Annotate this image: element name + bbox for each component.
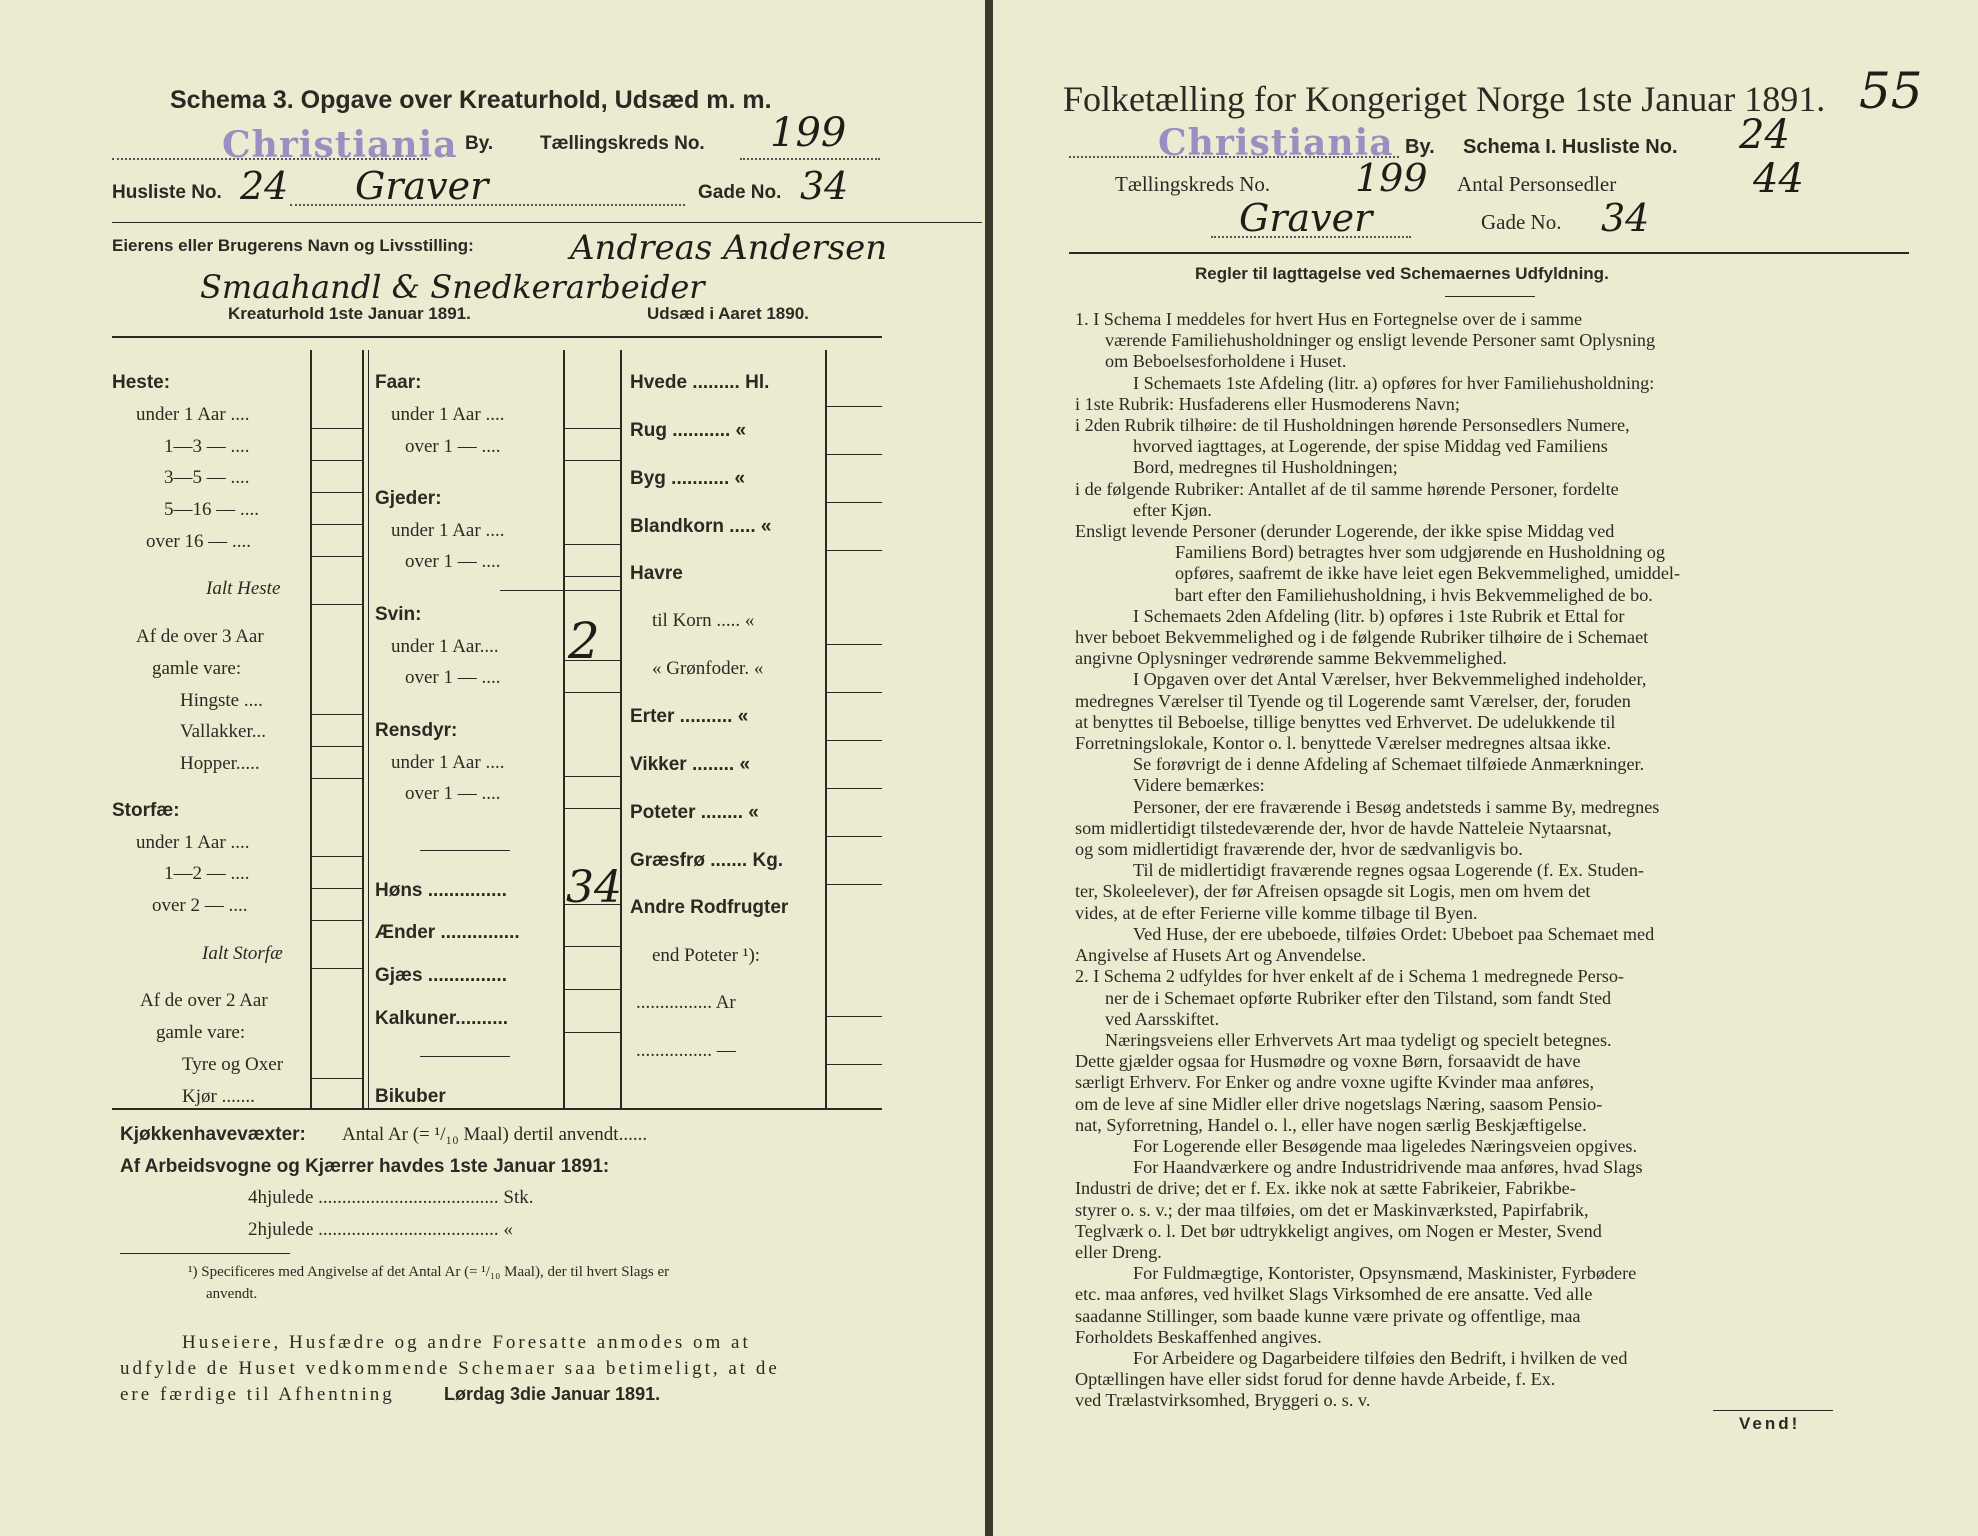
rules-line: Bord, medregnes til Husholdningen; (1133, 457, 1398, 478)
gamle-vare-2: gamle vare: (156, 1022, 246, 1043)
af-over-2-aar: Af de over 2 Aar (140, 990, 268, 1011)
kjokkenhave-label: Kjøkkenhavevæxter: (120, 1124, 306, 1145)
christiania-stamp: Christiania (222, 124, 458, 166)
schema1-husliste-label: Schema I. Husliste No. (1463, 136, 1678, 158)
closing-line-1: Huseiere, Husfædre og andre Foresatte anmodes om at (182, 1332, 751, 1353)
eier-livsstilling: Smaahandl & Snedkerarbeider (200, 268, 705, 306)
rules-line: bart efter den Familiehusholdning, i hvis Bekvemmelighed de bo. (1175, 584, 1653, 605)
gjaes-label: Gjæs ............... (375, 965, 507, 986)
svin-value: 2 (568, 612, 600, 670)
byg-label: Byg ........... « (630, 468, 746, 489)
gjeder-row-1: under 1 Aar .... (391, 520, 505, 541)
af-over-3-aar: Af de over 3 Aar (136, 626, 264, 647)
heste-row-1: under 1 Aar .... (136, 404, 250, 425)
rodfrugt-ar-2: ................ — (636, 1040, 736, 1061)
rules-line: angivne Oplysninger vedrørende samme Bekvemmelighed. (1075, 648, 1507, 669)
rules-line: om de leve af sine Midler eller drive nogetslags Næring, saasom Pensio- (1075, 1093, 1603, 1114)
antal-personsedler-value: 44 (1753, 156, 1804, 202)
rules-text (1075, 309, 1915, 1412)
rules-line: ved Aarsskiftet. (1105, 1008, 1220, 1029)
rules-line: I Schemaets 2den Afdeling (litr. b) opføres i 1ste Rubrik et Ettal for (1133, 605, 1625, 626)
rules-line: Industri de drive; det er f. Ex. ikke nok at sætte Fabrikeier, Fabrikbe- (1075, 1178, 1576, 1199)
firehjulede: 4hjulede ...................................... Stk. (248, 1187, 534, 1208)
right-page (993, 0, 1978, 1536)
kreaturhold-header: Kreaturhold 1ste Januar 1891. (228, 304, 471, 323)
husliste-value: 24 (240, 164, 289, 208)
christiania-stamp-right: Christiania (1158, 122, 1394, 164)
rules-line: efter Kjøn. (1133, 499, 1212, 520)
rules-line: 2. I Schema 2 udfyldes for hver enkelt af de i Schema 1 medregnede Perso- (1075, 966, 1624, 987)
andre-rodfrugter: Andre Rodfrugter (630, 897, 789, 918)
poteter-label: Poteter ........ « (630, 802, 759, 823)
book-gutter (985, 0, 993, 1536)
storfae-label: Storfæ: (112, 800, 180, 821)
rules-line: om Beboelsesforholdene i Huset. (1105, 351, 1347, 372)
rules-line: nat, Syforretning, Handel o. l., eller have nogen særlig Beskjæftigelse. (1075, 1114, 1587, 1135)
rules-line: Familiens Bord) betragtes hver som udgjørende en Husholdning og (1175, 542, 1665, 563)
tyre-og-oxer: Tyre og Oxer (182, 1054, 284, 1075)
udsaed-header: Udsæd i Aaret 1890. (647, 304, 809, 323)
erter-label: Erter .......... « (630, 706, 749, 727)
antal-personsedler-label: Antal Personsedler (1457, 172, 1617, 196)
rules-line: Angivelse af Husets Art og Anvendelse. (1075, 945, 1366, 966)
rules-line: eller Dreng. (1075, 1241, 1162, 1262)
vend-label: Vend! (1739, 1414, 1801, 1433)
by-label-right: By. (1405, 136, 1435, 158)
gade-label: Gade No. (698, 182, 782, 203)
rules-line: styrer o. s. v.; der maa tilføies, om det er Maskinværksted, Papirfabrik, (1075, 1199, 1589, 1220)
closing-line-2: udfylde de Huset vedkommende Schemaer saa betimeligt, at de (120, 1358, 780, 1379)
rules-line: Optællingen have eller sidst forud for denne havde Arbeide, f. Ex. (1075, 1369, 1556, 1390)
rules-line: Personer, der ere fraværende i Besøg andetsteds i samme By, medregnes (1133, 796, 1660, 817)
hopper: Hopper..... (180, 753, 260, 774)
gade-value: 34 (800, 164, 849, 208)
taellingskreds-label-right: Tællingskreds No. (1115, 172, 1271, 196)
closing-date: Lørdag 3die Januar 1891. (444, 1384, 661, 1404)
rules-line: Videre bemærkes: (1133, 775, 1265, 796)
rules-line: Ensligt levende Personer (derunder Logerende, der ikke spise Middag ved (1075, 521, 1615, 542)
faar-row-2: over 1 — .... (405, 436, 501, 457)
rules-line: etc. maa anføres, ved hvilket Slags Virksomhed de ere ansatte. Ved alle (1075, 1284, 1593, 1305)
heste-row-3: 3—5 — .... (164, 467, 250, 488)
faar-label: Faar: (375, 372, 422, 393)
tohjulede: 2hjulede ...................................... « (248, 1219, 513, 1240)
by-label: By. (465, 133, 494, 154)
storfae-row-2: 1—2 — .... (164, 863, 250, 884)
husliste-label: Husliste No. (112, 182, 222, 203)
gjeder-label: Gjeder: (375, 488, 442, 509)
rules-line: ner de i Schemaet opførte Rubriker efter den Tilstand, som fandt Sted (1105, 987, 1612, 1008)
ialt-storfae: Ialt Storfæ (202, 943, 283, 964)
rules-line: I Schemaets 1ste Afdeling (litr. a) opføres for hver Familiehusholdning: (1133, 372, 1655, 393)
gade-value-right: 34 (1601, 196, 1650, 240)
heste-row-5: over 16 — .... (146, 531, 252, 552)
gjeder-row-2: over 1 — .... (405, 551, 501, 572)
rules-line: hver beboet Bekvemmelighed og i de følgende Rubriker tilhøire de i Schemaet (1075, 627, 1649, 648)
hons-label: Høns ............... (375, 880, 507, 901)
folketaelling-title: Folketælling for Kongeriget Norge 1ste Januar 1891. (1063, 79, 1826, 119)
hingste: Hingste .... (180, 690, 263, 711)
taellingskreds-value-right: 199 (1355, 156, 1428, 200)
faar-row-1: under 1 Aar .... (391, 404, 505, 425)
storfae-row-3: over 2 — .... (152, 895, 248, 916)
kalkuner-label: Kalkuner.......... (375, 1008, 509, 1029)
taellingskreds-label: Tællingskreds No. (540, 133, 705, 154)
rules-line: saadanne Stillinger, som baade kunne være private og offentlige, maa (1075, 1305, 1581, 1326)
vikker-label: Vikker ........ « (630, 754, 751, 775)
rules-line: For Fuldmægtige, Kontorister, Opsynsmænd, Maskinister, Fyrbødere (1133, 1263, 1637, 1284)
havre-label: Havre (630, 563, 683, 584)
rules-line: opføres, saafremt de ikke have leiet egen Bekvemmelighed, umiddel- (1175, 563, 1681, 584)
rules-line: værende Familiehusholdninger og ensligt levende Personer samt Oplysning (1105, 330, 1656, 351)
blandkorn-label: Blandkorn ..... « (630, 516, 772, 537)
rensdyr-row-1: under 1 Aar .... (391, 752, 505, 773)
heste-row-2: 1—3 — .... (164, 436, 250, 457)
eier-label: Eierens eller Brugerens Navn og Livsstilling: (112, 236, 474, 255)
closing-line-3: ere færdige til Afhentning (120, 1384, 395, 1405)
rules-line: Ved Huse, der ere ubeboede, tilføies Ordet: Ubeboet paa Schemaet med (1133, 923, 1655, 944)
svin-row-1: under 1 Aar.... (391, 636, 499, 657)
rules-line: hvorved iagttages, at Logerende, der spise Middag ved Familiens (1133, 436, 1608, 457)
storfae-row-1: under 1 Aar .... (136, 832, 250, 853)
eier-name: Andreas Andersen (570, 228, 888, 268)
rules-line: Se forøvrigt de i denne Afdeling af Schemaet tilføiede Anmærkninger. (1133, 754, 1645, 775)
end-poteter: end Poteter ¹): (652, 945, 761, 966)
street-value: Graver (355, 164, 489, 208)
rensdyr-label: Rensdyr: (375, 720, 458, 741)
hons-value: 34 (566, 862, 622, 913)
rules-line: Dette gjælder ogsaa for Husmødre og voxne Børn, forsaavidt de have (1075, 1051, 1581, 1072)
rules-line: at benyttes til Beboelse, tillige benyttes ved Erhvervet. De udelukkende til (1075, 711, 1616, 732)
svin-row-2: over 1 — .... (405, 667, 501, 688)
rules-title: Regler til Iagttagelse ved Schemaernes Udfyldning. (1195, 264, 1609, 283)
rules-line: og som midlertidigt fraværende der, hvor de sædvanligvis bo. (1075, 839, 1523, 860)
vallakker: Vallakker... (180, 721, 267, 742)
gronfoder-label: « Grønfoder. « (652, 658, 764, 679)
rules-line: Næringsveiens eller Erhvervets Art maa tydeligt og specielt betegnes. (1105, 1029, 1612, 1050)
arbeidsvogne-label: Af Arbeidsvogne og Kjærrer havdes 1ste Januar 1891: (120, 1156, 610, 1177)
rodfrugt-ar-1: ................ Ar (636, 992, 736, 1013)
rules-line: I Opgaven over det Antal Værelser, hver Bekvemmelighed indeholder, (1133, 669, 1647, 690)
left-page (0, 0, 985, 1536)
heste-row-4: 5—16 — .... (164, 499, 259, 520)
hvede-label: Hvede ......... Hl. (630, 372, 770, 393)
til-korn-label: til Korn ..... « (652, 610, 755, 631)
kjor: Kjør ....... (182, 1086, 255, 1107)
rules-line: som midlertidigt tilstedeværende der, hvor de havde Natteleie Nytaarsnat, (1075, 817, 1612, 838)
svin-label: Svin: (375, 604, 422, 625)
ialt-heste: Ialt Heste (206, 578, 281, 599)
kjokkenhave-text: Antal Ar (= ¹/₁₀ Maal) dertil anvendt...... (342, 1124, 648, 1145)
gamle-vare-1: gamle vare: (152, 658, 242, 679)
rules-line: i 1ste Rubrik: Husfaderens eller Husmoderens Navn; (1075, 393, 1460, 414)
schema3-title: Schema 3. Opgave over Kreaturhold, Udsæd m. m. (170, 86, 772, 114)
rules-line: særligt Erhverv. For Enker og andre voxne ugifte Kvinder maa anføres, (1075, 1072, 1595, 1093)
street-value-right: Graver (1239, 196, 1373, 240)
heste-label: Heste: (112, 372, 171, 393)
rules-line: i de følgende Rubriker: Antallet af de til samme hørende Personer, fordelte (1075, 478, 1619, 499)
rules-line: i 2den Rubrik tilhøire: de til Husholdningen hørende Personsedlers Numere, (1075, 415, 1630, 436)
rules-line: For Arbeidere og Dagarbeidere tilføies den Bedrift, i hvilken de ved (1133, 1347, 1628, 1368)
gade-label-right: Gade No. (1481, 210, 1562, 234)
footnote-line-1: ¹) Specificeres med Angivelse af det Antal Ar (= ¹/₁₀ Maal), der til hvert Slags er (188, 1264, 670, 1280)
rules-line: For Logerende eller Besøgende maa ligeledes Næringsveien opgives. (1133, 1135, 1638, 1156)
taellingskreds-value: 199 (770, 110, 847, 156)
rug-label: Rug ........... « (630, 420, 747, 441)
rules-line: Teglværk o. l. Det bør udtrykkeligt angives, om Nogen er Mester, Svend (1075, 1220, 1602, 1241)
rules-line: vides, at de efter Ferierne ville komme tilbage til Byen. (1075, 902, 1478, 923)
rules-line: For Haandværkere og andre Industridrivende maa anføres, hvad Slags (1133, 1157, 1643, 1178)
aender-label: Ænder ............... (375, 922, 520, 943)
footnote-line-2: anvendt. (206, 1286, 258, 1302)
rules-line: Forholdets Beskaffenhed angives. (1075, 1326, 1322, 1347)
rules-line: ter, Skoleelever), der før Afreisen opsagde sit Logis, men om hvem det (1075, 881, 1591, 902)
rensdyr-row-2: over 1 — .... (405, 783, 501, 804)
rules-line: Til de midlertidigt fraværende regnes ogsaa Logerende (f. Ex. Studen- (1133, 860, 1644, 881)
graesfro-label: Græsfrø ....... Kg. (630, 850, 784, 871)
rules-line: medregnes Værelser til Tyende og til Logerende samt Værelser, der, foruden (1075, 690, 1631, 711)
page-number: 55 (1859, 62, 1923, 120)
bikuber-label: Bikuber (375, 1086, 446, 1107)
rules-line: 1. I Schema I meddeles for hvert Hus en Fortegnelse over de i samme (1075, 309, 1583, 329)
rules-line: ved Trælastvirksomhed, Bryggeri o. s. v. (1075, 1390, 1371, 1411)
husliste-value-right: 24 (1739, 112, 1790, 158)
rules-line: Forretningslokale, Kontor o. l. benyttede Værelser medregnes altsaa ikke. (1075, 733, 1612, 754)
